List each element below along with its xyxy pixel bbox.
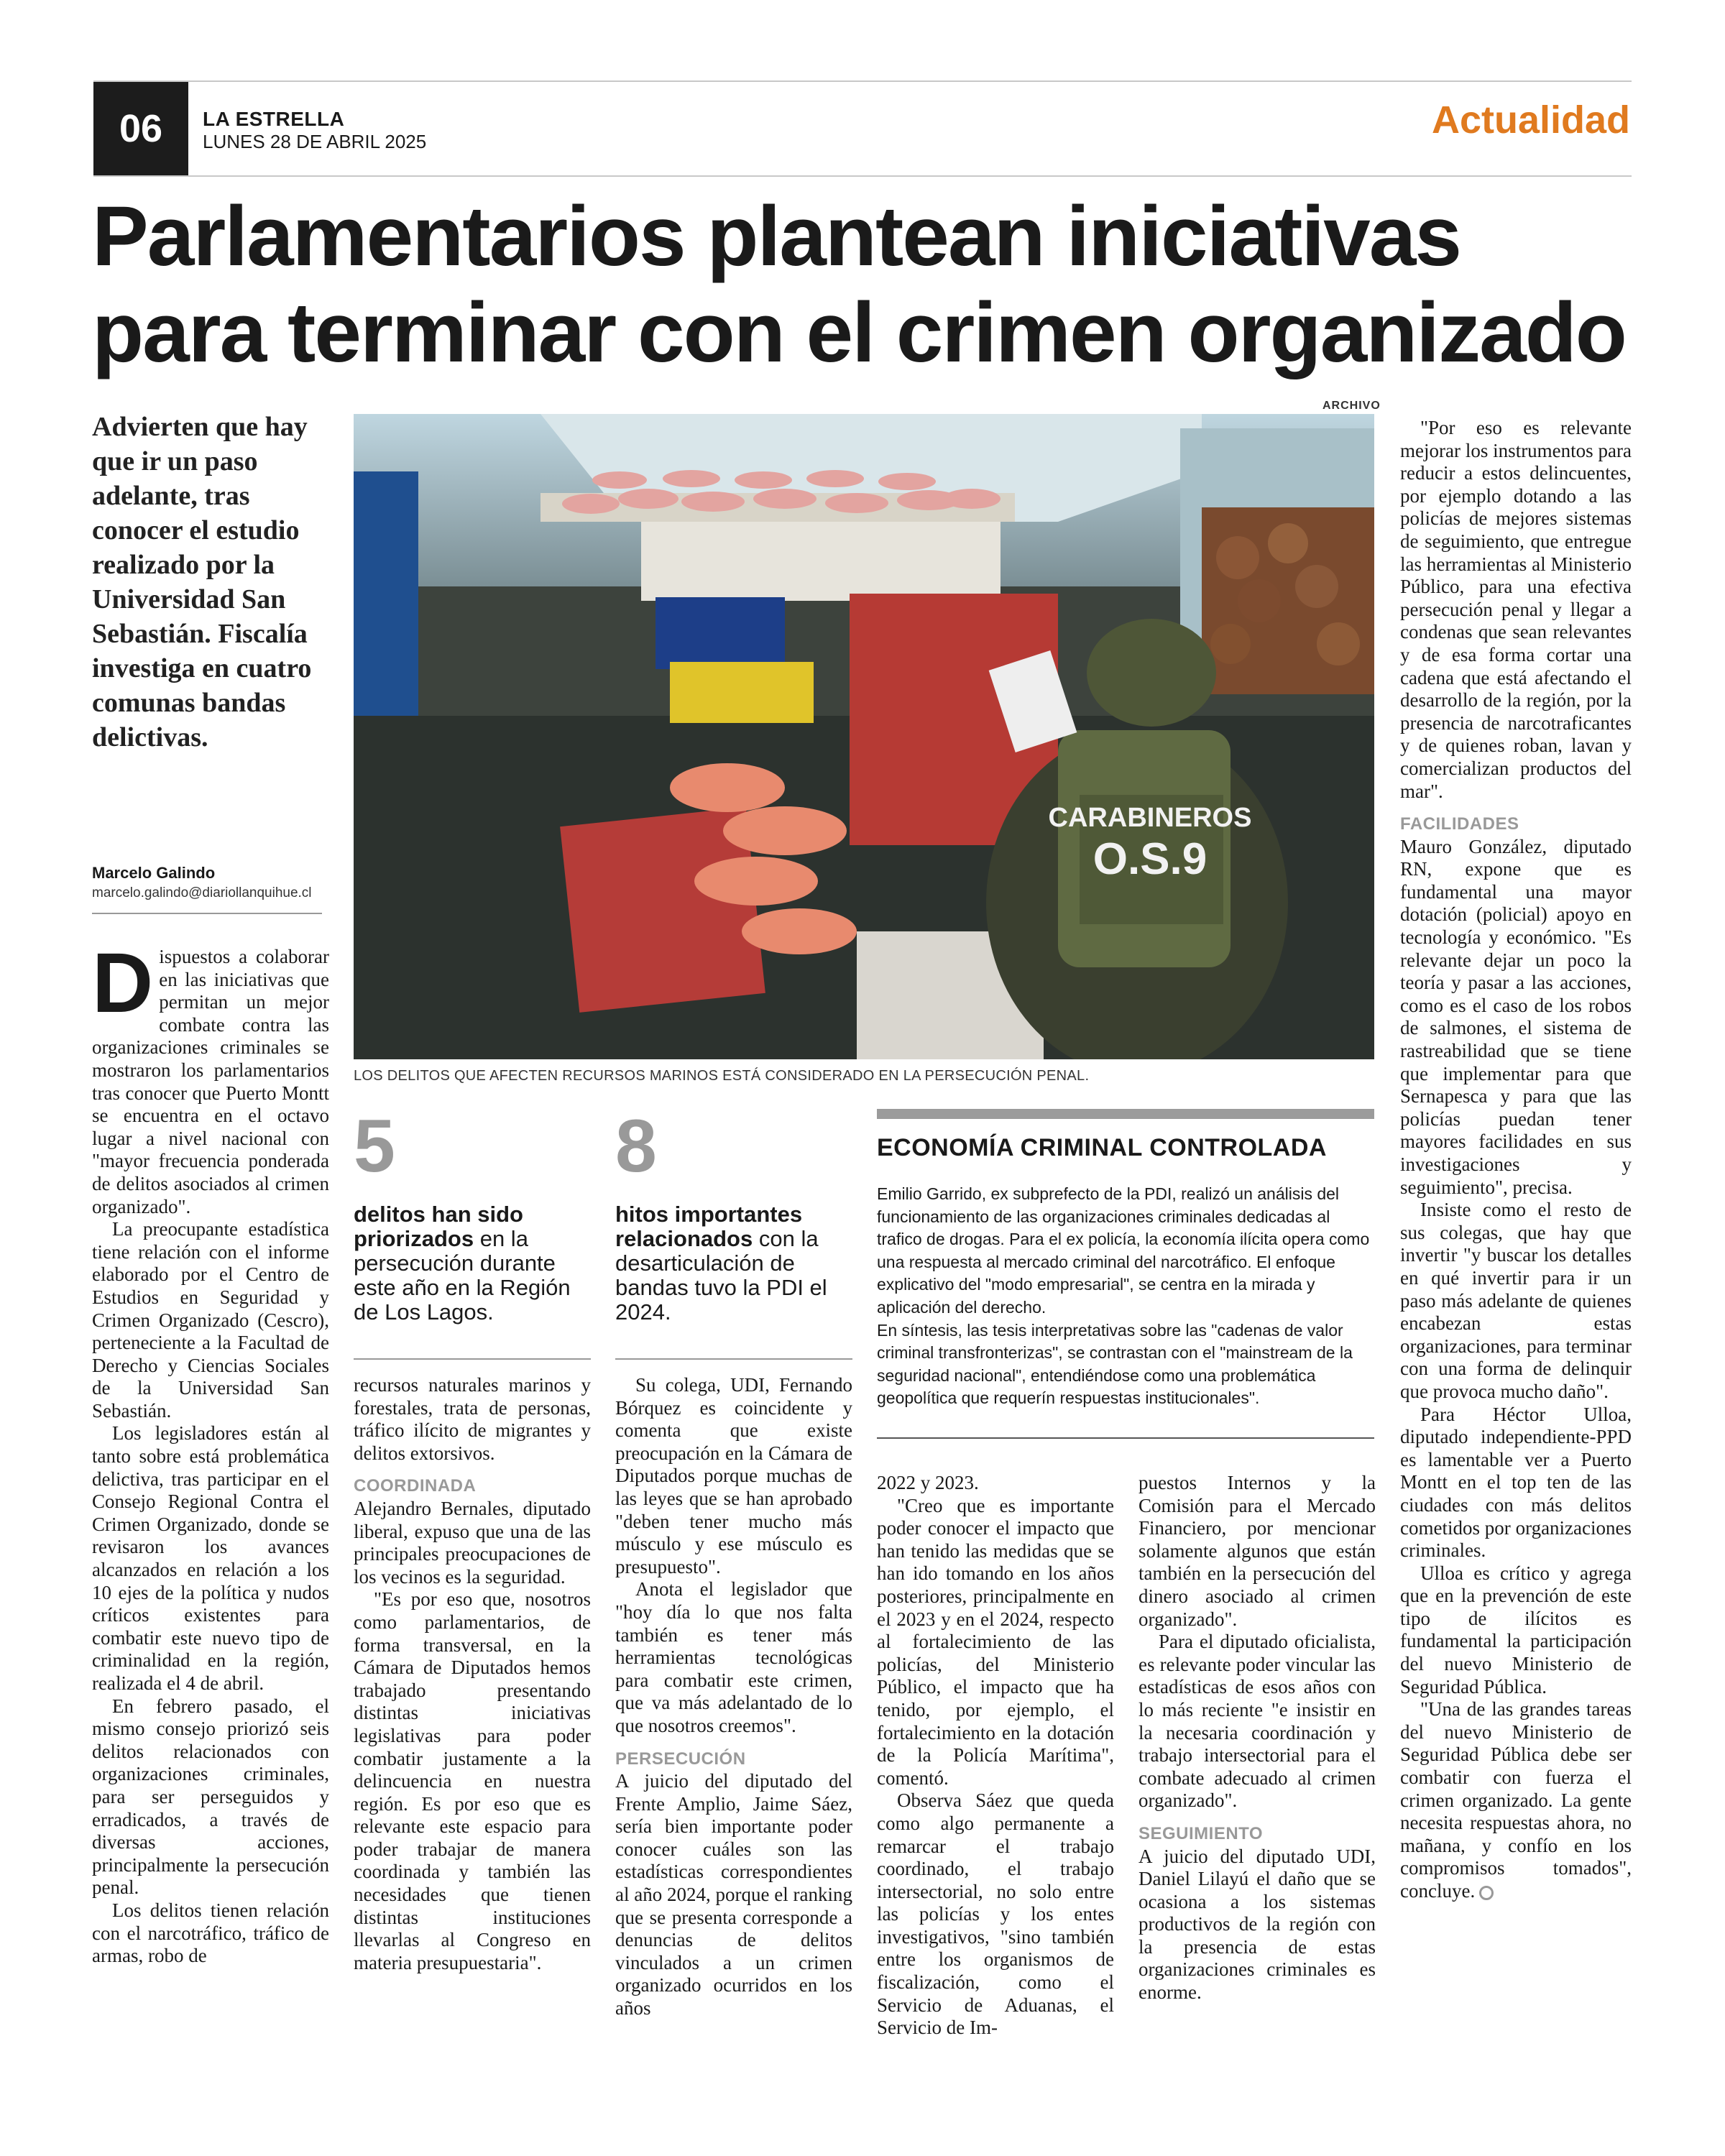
article-paragraph: Alejandro Bernales, diputado liberal, expuso que una de las principales preocupaciones de los vecinos es la seguridad. [354, 1497, 591, 1588]
stat-detail-text: en la persecución durante este año en la Región de Los Lagos. [354, 1226, 571, 1325]
subhead-coordinada: COORDINADA [354, 1476, 477, 1496]
photo-illustration [354, 414, 1374, 1059]
article-paragraph: Insiste como el resto de sus colegas, que hay que invertir "y buscar los detalles en qué invertir para ir un paso más adelante de quienes encabezan estas organizaciones, para terminar con una forma de delinquir que provoca mucho daño". [1400, 1199, 1632, 1402]
article-column-3 [615, 1374, 852, 2020]
stat-number: 8 [615, 1105, 657, 1188]
subhead-facilidades: FACILIDADES [1400, 814, 1519, 834]
article-paragraph: A juicio del diputado UDI, Daniel Lilayú el daño que se ocasiona a los sistemas productivos de la región con la presencia de estas organizaciones criminales es enorme. [1138, 1845, 1376, 2004]
stat-number: 5 [354, 1105, 395, 1188]
article-paragraph [1400, 1698, 1632, 1902]
stat-block-2 [615, 1105, 852, 1325]
page-number: 06 [93, 82, 188, 175]
byline-email: marcelo.galindo@diariollanquihue.cl [92, 885, 312, 900]
stat-bold-text: delitos han sido priorizados [354, 1202, 523, 1251]
article-column-5 [1138, 1472, 1376, 2004]
headline: Parlamentarios plantean iniciativas para terminar con el crimen organizado [92, 189, 1626, 380]
article-paragraph: Anota el legislador que "hoy día lo que nos falta también es tener más herramientas tecnológicas para combatir este crimen, que va más adelantado de lo que nosotros creemos". [615, 1578, 852, 1736]
article-column-1 [92, 936, 329, 1968]
box-paragraph: En síntesis, las tesis interpretativas sobre las "cadenas de valor criminal transfronterizas", se contrastan con el "mainstream de la seguridad nacional", entendiéndose como una problemática geopolítica que requerín respuestas institucionales". [877, 1320, 1353, 1408]
vest-label-os9: O.S.9 [1092, 834, 1208, 884]
photo-caption: LOS DELITOS QUE AFECTEN RECURSOS MARINOS ESTÁ CONSIDERADO EN LA PERSECUCIÓN PENAL. [354, 1068, 1090, 1084]
stat-rule [615, 1358, 852, 1360]
article-column-4 [877, 1472, 1114, 2040]
article-paragraph: Su colega, UDI, Fernando Bórquez es coincidente y comenta que existe preocupación en la Cámara de Diputados porque muchas de las leyes que se han aprobado "deben tener mucho más músculo y ese músculo es presupuesto". [615, 1374, 852, 1577]
subhead-persecucion: PERSECUCIÓN [615, 1749, 746, 1769]
photo-credit: ARCHIVO [1322, 400, 1381, 412]
article-photo [354, 414, 1374, 1059]
subhead-seguimiento: SEGUIMIENTO [1138, 1823, 1264, 1843]
article-paragraph: A juicio del diputado del Frente Amplio, Jaime Sáez, sería bien importante poder conocer cuáles son las estadísticas correspondientes al año 2024, porque el ranking que se presenta corresponde a denuncias de delitos vinculados a un crimen organizado ocurridos en los años [615, 1770, 852, 2019]
article-column-6 [1400, 417, 1632, 1903]
box-top-bar [877, 1109, 1374, 1119]
header-rule [93, 175, 1632, 177]
article-paragraph: Mauro González, diputado RN, expone que es fundamental una mayor dotación (policial) apoyo en tecnología y económico. "Es relevante dejar un poco la teoría y pasar a las acciones, como es el caso de los robos de salmones, el sistema de rastreabilidad que se tiene que implementar para que Sernapesca y para que las policías puedan tener mayores facilidades en sus investigaciones y seguimiento", precisa. [1400, 835, 1632, 1198]
deck-summary: Advierten que hay que ir un paso adelante, tras conocer el estudio realizado por la Universidad San Sebastián. Fiscalía investiga en cuatro comunas bandas delictivas. [92, 412, 312, 752]
vest-label-carabineros: CARABINEROS [1048, 803, 1252, 833]
article-paragraph: Los delitos tienen relación con el narcotráfico, tráfico de armas, robo de [92, 1899, 329, 1967]
article-paragraph [92, 936, 329, 1218]
article-paragraph: recursos naturales marinos y forestales, trata de personas, tráfico ilícito de migrantes y delitos extorsivos. [354, 1374, 591, 1464]
article-paragraph: Observa Sáez que queda como algo permanente a remarcar el trabajo coordinado, el trabajo intersectorial, no solo entre las policías y los entes investigativos, "sino también entre los organismos de fiscalización, como el Servicio de Aduanas, el Servicio de Im- [877, 1789, 1114, 2039]
article-paragraph: "Es por eso que, nosotros como parlamentarios, de forma transversal, en la Cámara de Diputados hemos trabajado presentando distintas iniciativas legislativas para poder combatir justamente a la delincuencia en nuestra región. Es por eso que es relevante este espacio para poder trabajar de manera coordinada y también las necesidades que tienen distintas instituciones llevarlas al Congreso en materia presupuestaria". [354, 1588, 591, 1973]
section-label: Actualidad [1431, 98, 1630, 142]
article-paragraph: "Creo que es importante poder conocer el impacto que han tenido las medidas que se han ido tomando en los años posteriores, principalmente en el 2023 y en el 2024, respecto al fortalecimiento de las policías, del Ministerio Público, el impacto que ha tenido, por ejemplo, el fortalecimiento en la dotación de la Policía Marítima", comentó. [877, 1494, 1114, 1789]
stat-text [615, 1202, 852, 1325]
box-bottom-rule [877, 1437, 1374, 1439]
byline-author: Marcelo Galindo [92, 864, 216, 882]
stat-text [354, 1202, 591, 1325]
article-paragraph: 2022 y 2023. [877, 1472, 979, 1493]
article-paragraph: La preocupante estadística tiene relación con el informe elaborado por el Centro de Estudios en Seguridad y Crimen Organizado (Cescro), perteneciente a la Facultad de Derecho y Ciencias Sociales de la Universidad San Sebastián. [92, 1218, 329, 1422]
article-paragraph: Para el diputado oficialista, es relevante poder vincular las estadísticas de esos años con lo más reciente "e insistir en la necesaria coordinación y trabajo intersectorial para el combate adecuado al crimen organizado". [1138, 1631, 1376, 1812]
box-paragraph: Emilio Garrido, ex subprefecto de la PDI, realizó un análisis del funcionamiento de las organizaciones criminales dedicadas al trafico de drogas. Para el ex policía, la economía ilícita opera como una respuesta al mercado criminal del narcotráfico. El enfoque explicativo del "modo empresarial", se centra en la mirada y aplicación del derecho. [877, 1184, 1370, 1317]
box-title: ECONOMÍA CRIMINAL CONTROLADA [877, 1134, 1327, 1161]
box-body [877, 1183, 1374, 1410]
closing-text: "Una de las grandes tareas del nuevo Ministerio de Seguridad Pública debe ser combatir con fuerza el crimen organizado. La gente necesita respuestas ahora, no mañana, y confío en los compromisos tomados", concluye. [1400, 1698, 1632, 1902]
stat-block-1 [354, 1105, 591, 1325]
article-paragraph: puestos Internos y la Comisión para el Mercado Financiero, por mencionar solamente algunos que están también en la persecución del dinero asociado al crimen organizado". [1138, 1472, 1376, 1630]
byline-rule [92, 913, 322, 914]
article-paragraph: En febrero pasado, el mismo consejo priorizó seis delitos relacionados con organizaciones criminales, para ser perseguidos y erradicados, a través de diversas acciones, principalmente la persecución penal. [92, 1695, 329, 1899]
stat-bold-text: hitos importantes relacionados [615, 1202, 803, 1251]
newspaper-name: LA ESTRELLA [203, 108, 345, 130]
lead-text: ispuestos a colaborar en las iniciativas que permitan un mejor combate contra las organizaciones criminales se mostraron los parlamentarios tras conocer que Puerto Montt se encuentra en el octavo lugar a nivel nacional con "mayor frecuencia ponderada de delitos asociados al crimen organizado". [92, 946, 329, 1217]
article-paragraph: Para Héctor Ulloa, diputado independiente-PPD es lamentable ver a Puerto Montt en el top ten de las ciudades con más delitos cometidos por organizaciones criminales. [1400, 1403, 1632, 1562]
drop-cap: D [92, 936, 154, 1031]
end-mark-icon [1479, 1886, 1494, 1900]
article-column-2 [354, 1374, 591, 1974]
issue-date: LUNES 28 DE ABRIL 2025 [203, 131, 427, 152]
top-rule [93, 80, 1632, 82]
article-paragraph: Los legisladores están al tanto sobre está problemática delictiva, tras participar en el Consejo Regional Contra el Crimen Organizado, donde se revisaron los avances alcanzados en relación a los 10 ejes de la política y nudos críticos existentes para combatir este nuevo tipo de criminalidad en la región, realizada el 4 de abril. [92, 1422, 329, 1694]
stat-detail-text: con la desarticulación de bandas tuvo la PDI el 2024. [615, 1226, 827, 1325]
article-paragraph: "Por eso es relevante mejorar los instrumentos para reducir a estos delincuentes, por ejemplo dotando a las policías de mejores sistemas de seguimiento, que entregue las herramientas al Ministerio Público, para una efectiva persecución penal y llegar a condenas que sean relevantes y de esa forma cortar una cadena que está afectando el desarrollo de la región, por la presencia de narcotraficantes y de quienes roban, lavan y comercializan productos del mar". [1400, 417, 1632, 802]
article-paragraph: Ulloa es crítico y agrega que en la prevención de este tipo de ilícitos es fundamental la participación del nuevo Ministerio de Seguridad Pública. [1400, 1562, 1632, 1697]
stat-rule [354, 1358, 591, 1360]
